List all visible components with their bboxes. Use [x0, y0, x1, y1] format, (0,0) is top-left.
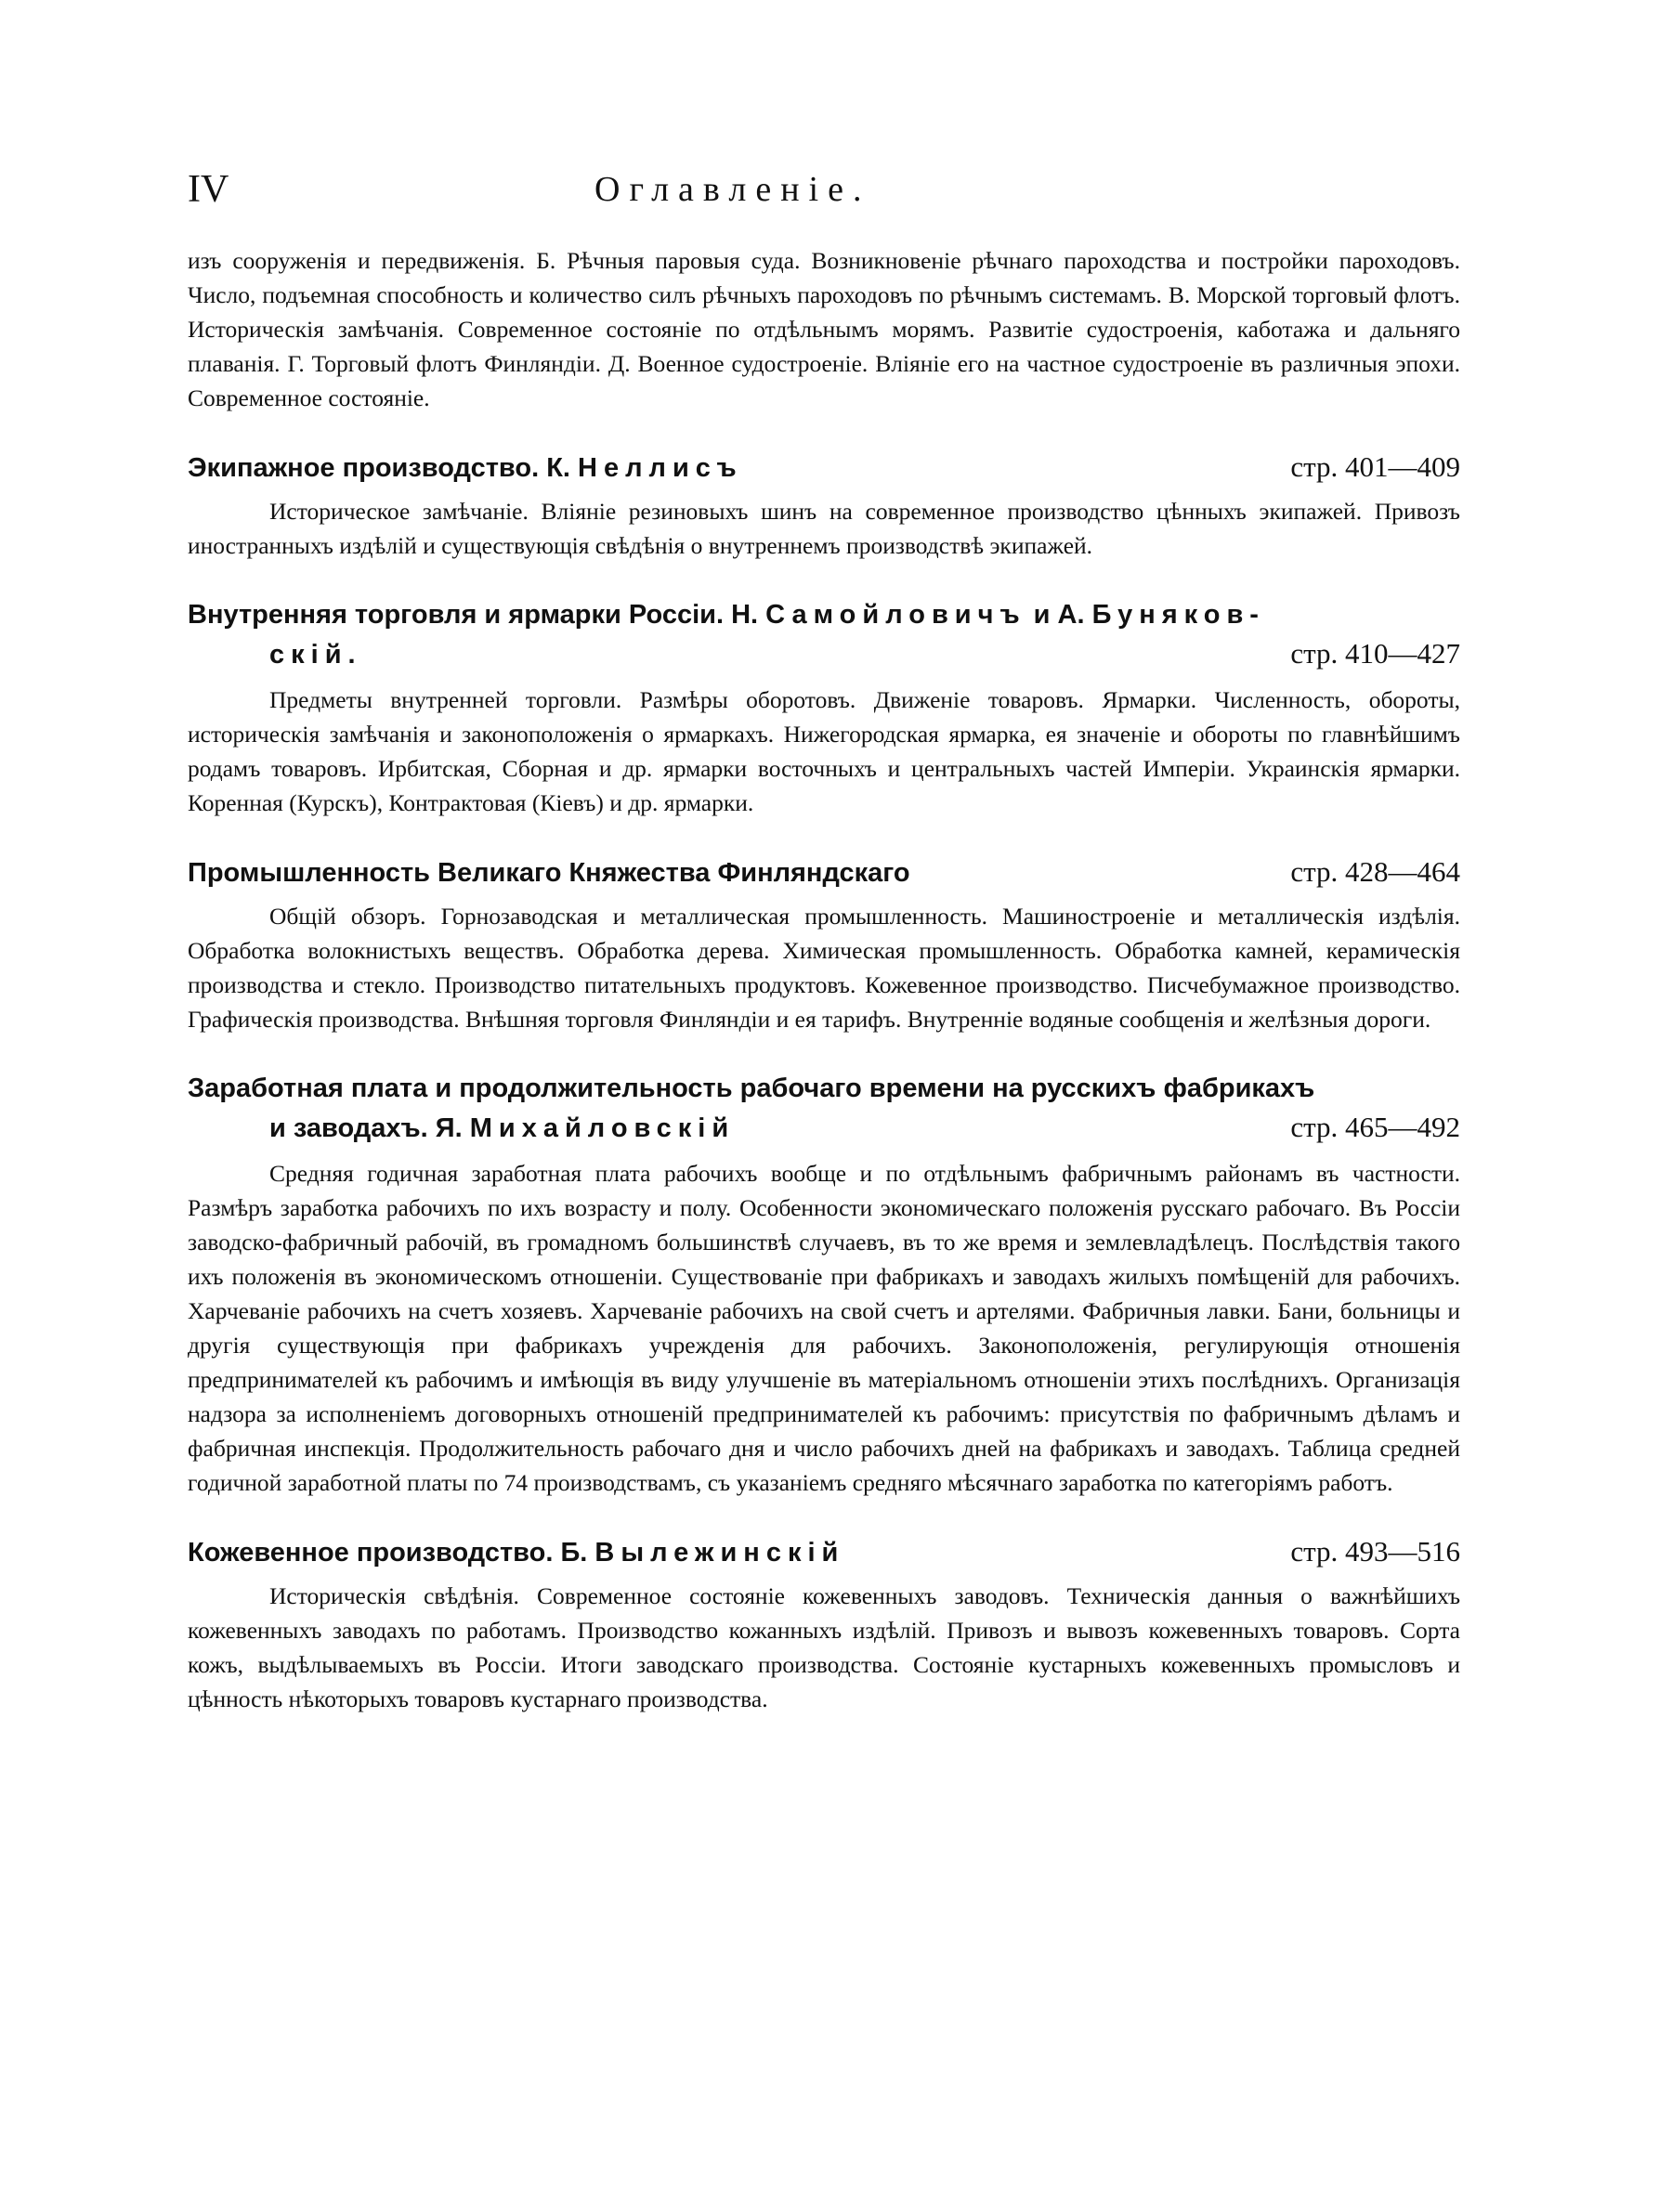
author-initial: Б.: [560, 1538, 588, 1568]
page-range: стр. 401—409: [1290, 450, 1460, 483]
author-initial: Н.: [731, 600, 759, 630]
entry-author2-part1: Буняков-: [1091, 600, 1265, 630]
entry-heading: [188, 1533, 1460, 1571]
page-range: стр. 410—427: [1290, 637, 1460, 670]
entry-description: Средняя годичная заработная плата рабочихъ вообще и по отдѣльнымъ фабричнымъ районамъ въ частности. Размѣръ заработка рабочихъ по ихъ возрасту и полу. Особенности экономическаго положенія русскаго рабочаго. Въ Россіи заводско-фабричный рабочій, въ громадномъ большинствѣ случаевъ, въ то же время и землевладѣлецъ. Послѣдствія такого ихъ положенія въ экономическомъ отношеніи. Существованіе при фабрикахъ и заводахъ жилыхъ помѣщеній для рабочихъ. Харчеваніе рабочихъ на счетъ хозяевъ. Харчеваніе рабочихъ на свой счетъ и артелями. Фабричныя лавки. Бани, больницы и другія существующія при фабрикахъ учрежденія для рабочихъ. Законоположенія, регулирующія отношенія предпринимателей къ рабочимъ и имѣющія въ виду улучшеніе въ матеріальномъ отношеніи этихъ послѣднихъ. Организація надзора за исполненіемъ договорныхъ отношеній предпринимателей къ рабочимъ: присутствія по фабричнымъ дѣламъ и фабричная инспекція. Продолжительность рабочаго дня и число рабочихъ дней на фабрикахъ и заводахъ. Таблица средней годичной заработной платы по 74 производствамъ, съ указаніемъ средняго мѣсячнаго заработка по категоріямъ работъ.: [188, 1160, 1460, 1496]
author2-initial: А.: [1057, 600, 1085, 630]
entry-description: Предметы внутренней торговли. Размѣры оборотовъ. Движеніе товаровъ. Ярмарки. Численность, обороты, историческія замѣчанія и законоположенія о ярмаркахъ. Нижегородская ярмарка, ея значеніе и обороты по главнѣйшимъ родамъ товаровъ. Ирбитская, Сборная и др. ярмарки восточныхъ и центральныхъ частей Имперіи. Украинскія ярмарки. Коренная (Курскъ), Контрактовая (Кіевъ) и др. ярмарки.: [188, 686, 1460, 816]
entry-description: Историческія свѣдѣнія. Современное состояніе кожевенныхъ заводовъ. Техническія данныя о важнѣйшихъ кожевенныхъ заводахъ по работамъ. Производство кожанныхъ издѣлій. Привозъ и вывозъ кожевенныхъ товаровъ. Сорта кожъ, выдѣлываемыхъ въ Россіи. Итоги заводскаго производства. Состояніе кустарныхъ кожевенныхъ промысловъ и цѣнность нѣкоторыхъ товаровъ кустарнаго производства.: [188, 1582, 1460, 1712]
entry-heading-line2: [188, 633, 1460, 675]
entry-author2-part2: скій.: [269, 640, 362, 670]
entry-author: Вылежинскій: [594, 1538, 845, 1568]
toc-entry: [188, 1070, 1460, 1500]
entry-author: Неллисъ: [578, 453, 743, 483]
toc-content: [188, 243, 1460, 1716]
entry-description: Общій обзоръ. Горнозаводская и металлическая промышленность. Машиностроеніе и металлическія издѣлія. Обработка волокнистыхъ веществъ. Обработка дерева. Химическая промышленность. Обработка камней, керамическія производства и стекло. Производство питательныхъ продуктовъ. Кожевенное производство. Писчебумажное производство. Графическія производства. Внѣшняя торговля Финляндіи и ея тарифъ. Внутренніе водяные сообщенія и желѣзныя дороги.: [188, 903, 1460, 1033]
page-range: стр. 428—464: [1290, 855, 1460, 888]
running-title: Оглавленіе.: [594, 170, 871, 209]
toc-entry: [188, 596, 1460, 820]
author-conjunction: и: [1033, 600, 1051, 630]
author-initial: Я.: [435, 1113, 463, 1143]
page-range: стр. 465—492: [1290, 1111, 1460, 1143]
toc-entry: [188, 853, 1460, 1036]
intro-text: изъ сооруженія и передвиженія. Б. Рѣчныя паровыя суда. Возникновеніе рѣчнаго пароходства и постройки пароходовъ. Число, подъемная способность и количество силъ рѣчныхъ пароходовъ по рѣчнымъ системамъ. В. Морской торговый флотъ. Историческія замѣчанія. Современное состояніе по отдѣльнымъ морямъ. Развитіе судостроенія, каботажа и дальняго плаванія. Г. Торговый флотъ Финляндіи. Д. Военное судостроеніе. Вліяніе его на частное судостроеніе въ различныя эпохи. Современное состояніе.: [188, 247, 1460, 411]
toc-entry: [188, 1533, 1460, 1716]
toc-entry: [188, 449, 1460, 563]
entry-heading-line2: [188, 1107, 1460, 1149]
entry-heading: [188, 1070, 1460, 1107]
entry-title-line2: и заводахъ.: [269, 1113, 428, 1143]
entry-description: Историческое замѣчаніе. Вліяніе резиновыхъ шинъ на современное производство цѣнныхъ экипажей. Привозъ иностранныхъ издѣлій и существующія свѣдѣнія о внутреннемъ производствѣ экипажей.: [188, 498, 1460, 559]
entry-author: Михайловскій: [469, 1113, 736, 1143]
entry-title: Экипажное производство.: [188, 453, 540, 483]
entry-title: Промышленность Великаго Княжества Финляндскаго: [188, 858, 910, 888]
entry-title-line1: Заработная плата и продолжительность рабочаго времени на русскихъ фабрикахъ: [188, 1073, 1315, 1103]
entry-title: Кожевенное производство.: [188, 1538, 554, 1568]
page-range: стр. 493—516: [1290, 1535, 1460, 1568]
entry-title: Внутренняя торговля и ярмарки Россіи.: [188, 600, 725, 630]
author-initial: К.: [546, 453, 570, 483]
entry-heading: [188, 853, 1460, 891]
entry-author: Самойловичъ: [765, 600, 1026, 630]
entry-heading: [188, 449, 1460, 487]
entry-heading: [188, 596, 1460, 633]
page-number: IV: [188, 168, 229, 211]
